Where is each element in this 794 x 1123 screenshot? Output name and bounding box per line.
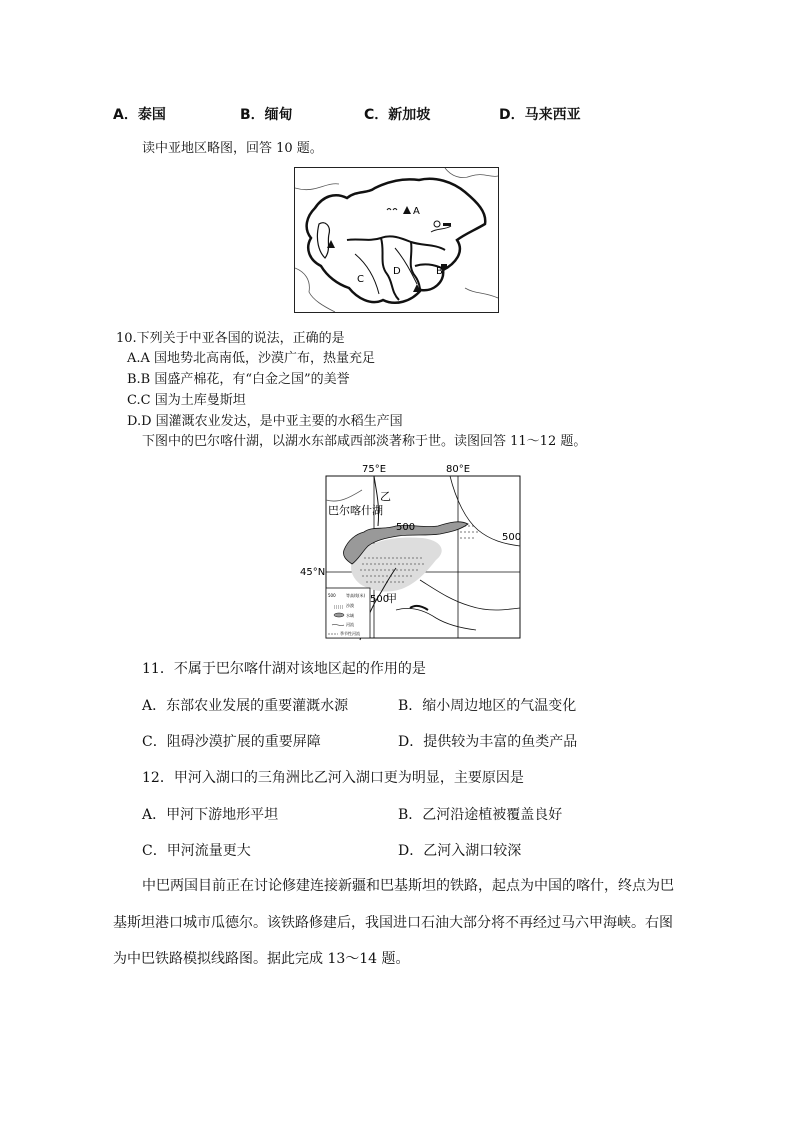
central-asia-map	[294, 167, 499, 313]
central-asia-map-drawing	[295, 168, 498, 312]
legend-desert: 沙漠	[346, 603, 354, 608]
outer-line-4	[465, 288, 498, 298]
map1-label-b: B	[436, 266, 443, 277]
q10-option-b: B.B 国盛产棉花，有“白金之国”的美誉	[127, 372, 350, 387]
q10-option-d: D.D 国灌溉农业发达，是中亚主要的水稻生产国	[127, 414, 403, 429]
legend-seasonal-river: 季节性河流	[340, 631, 360, 636]
paragraph-line-3: 为中巴铁路模拟线路图。据此完成 13～14 题。	[113, 951, 410, 967]
q12-option-a: A．甲河下游地形平坦	[142, 807, 279, 823]
mountain-icon	[403, 206, 411, 214]
contour-500-b: 500	[502, 532, 522, 543]
q11-option-a: A．东部农业发展的重要灌溉水源	[142, 698, 349, 714]
q11-option-c: C．阻碍沙漠扩展的重要屏障	[142, 734, 321, 750]
q11-stem: 11．不属于巴尔喀什湖对该地区起的作用的是	[142, 661, 426, 677]
map1-label-d: D	[393, 266, 401, 277]
river-yi-label: 乙	[380, 490, 391, 503]
region-outline	[307, 179, 486, 303]
balkhash-map	[300, 460, 525, 642]
legend-contour: 等高线(米)	[346, 593, 366, 598]
lake-label: 巴尔喀什湖	[328, 504, 383, 517]
legend-water: 水域	[346, 613, 354, 618]
lat-45-label: 45°N	[300, 567, 326, 578]
q9-option-d: D．马来西亚	[499, 107, 581, 123]
paragraph-line-1: 中巴两国目前正在讨论修建连接新疆和巴基斯坦的铁路，起点为中国的喀什，终点为巴	[142, 878, 674, 894]
lake-icon	[443, 223, 451, 226]
q10-option-a: A.A 国地势北高南低，沙漠广布，热量充足	[127, 351, 376, 366]
q12-stem: 12．甲河入湖口的三角洲比乙河入湖口更为明显，主要原因是	[142, 770, 524, 786]
river-3	[431, 226, 451, 232]
river-jia-label: 甲	[386, 592, 397, 605]
map1-label-c: C	[357, 274, 364, 285]
q12-option-d: D．乙河入湖口较深	[398, 843, 522, 859]
city-circle-icon	[434, 221, 440, 227]
q12-option-c: C．甲河流量更大	[142, 843, 251, 859]
legend-500-label: 500	[328, 593, 336, 598]
q10-stem: 10.下列关于中亚各国的说法，正确的是	[116, 331, 345, 346]
desert-icon	[387, 209, 397, 211]
contour-500-a: 500	[396, 522, 416, 533]
q11-option-d: D．提供较为丰富的鱼类产品	[398, 734, 578, 750]
lon-75-label: 75°E	[362, 464, 387, 475]
map1-label-a: A	[413, 206, 420, 217]
q11-option-b: B．缩小周边地区的气温变化	[398, 698, 577, 714]
q12-option-b: B．乙河沿途植被覆盖良好	[398, 807, 563, 823]
contour-500-c: 500	[370, 594, 390, 605]
balkhash-map-drawing	[300, 460, 525, 642]
q9-option-a: A．泰国	[113, 107, 166, 123]
caspian-sea	[317, 223, 329, 258]
legend-water-swatch	[334, 613, 344, 617]
q9-option-b: B．缅甸	[240, 107, 293, 123]
q9-option-c: C．新加坡	[364, 107, 431, 123]
map2-intro: 下图中的巴尔喀什湖，以湖水东部咸西部淡著称于世。读图回答 11～12 题。	[142, 434, 587, 449]
map1-intro: 读中亚地区略图，回答 10 题。	[142, 141, 323, 156]
paragraph-line-2: 基斯坦港口城市瓜德尔。该铁路修建后，我国进口石油大部分将不再经过马六甲海峡。右图	[113, 915, 673, 931]
outer-line-2	[445, 168, 498, 178]
q10-option-c: C.C 国为土库曼斯坦	[127, 393, 246, 408]
outer-line-1	[295, 184, 339, 190]
lon-80-label: 80°E	[446, 464, 471, 475]
border-a-south	[347, 236, 445, 250]
legend-river: 河流	[346, 622, 354, 627]
